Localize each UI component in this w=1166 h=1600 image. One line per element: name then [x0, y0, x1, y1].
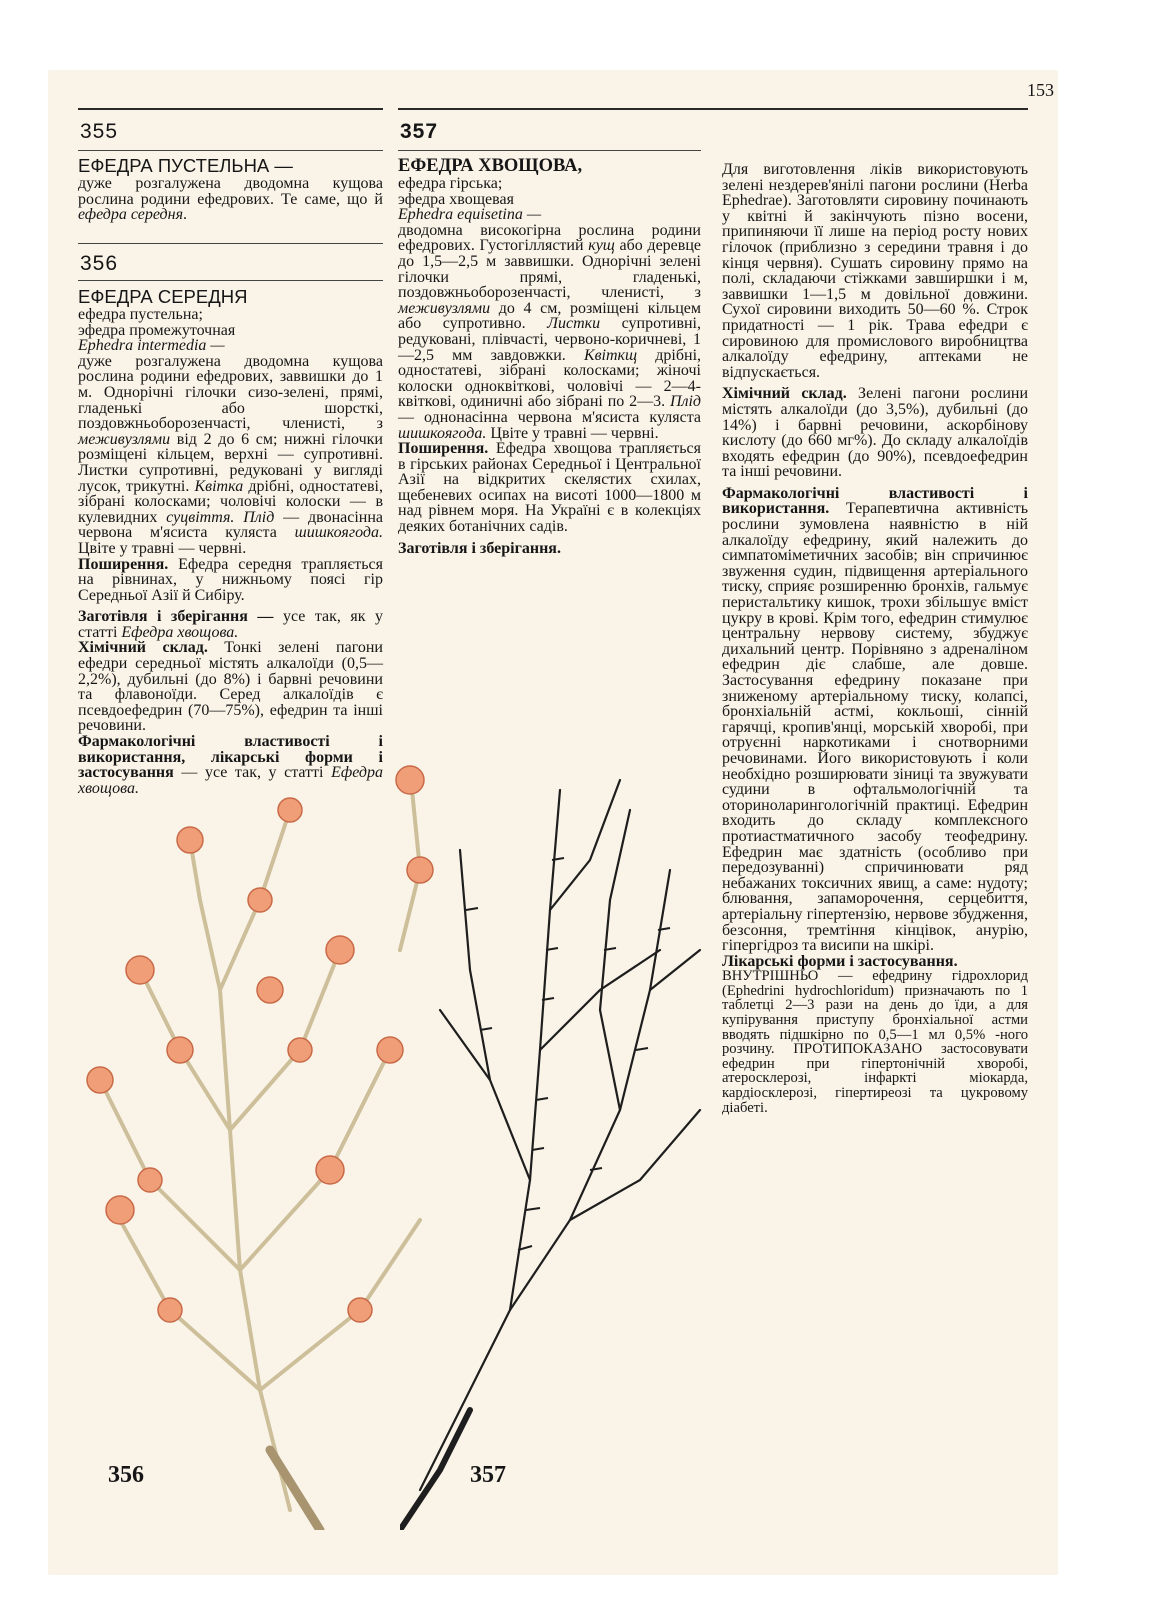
- article-357-synonym-2: эфедра хвощевая: [398, 190, 514, 208]
- article-356-number: 356: [80, 252, 119, 275]
- article-356-synonym-2: эфедра промежуточная: [78, 321, 236, 339]
- article-356-description: дуже розгалужена дводомна кущова рослина родини ефедрових, заввишки до 1 м. Однорічні гілочки сизо-зелені, прямі, гладенькі або шорсткі, поздовжньоборозенчасті, членисті, з меживузлями від 2 до 6 см; нижні гілочки розміщені кільцем, верхні — супротивні. Листки супротивні, редуковані у вигляді лусок, трикутні. Квітка дрібні, одностатеві, зібрані колосками; чоловічі колоски — в кулевидних суцвіття. Плід — двонасінна червона м'ясиста куляста шишкоягода. Цвіте у травні — червні.: [78, 352, 384, 557]
- article-356-latin: Ephedra intermedia —: [78, 337, 225, 355]
- article-357-spread: Поширення. Ефедра хвощова трапляється в гірських районах Середньої і Центральної Азії на відкритих скелястих схилах, щебеневих осипах на висоті 1000—1800 м над рівнем моря. На Україні є в колекціях деяких ботанічних садів.: [398, 440, 701, 536]
- article-357-preparation-start: Заготівля і зберігання.: [398, 539, 561, 557]
- article-356-pharmacology: Фармакологічні властивості і використання, лікарські форми і застосування — усе так, у статті Ефедра хвощова.: [78, 733, 383, 797]
- article-356-title: ЕФЕДРА СЕРЕДНЯ: [78, 286, 248, 307]
- article-357-rule: [398, 150, 701, 151]
- article-357-number: 357: [400, 120, 439, 143]
- ink-stems: [420, 780, 700, 1490]
- article-357-description: дводомна високогірна рослина родини ефедрових. Густогіллястий кущ або деревце до 1,5—2,5 м заввишки. Однорічні зелені гілочки прямі, гладенькі, поздовжньоборозенчасті, членисті, з меживузлями до 4 см, розміщені кільцем або супротивно. Листки супротивні, редуковані, плівчасті, червоно-коричневі, 1—2,5 мм завдовжки. Квіткщ дрібні, одностатеві, зібрані колосками; жіночі колоски одноквіткові, чоловічі — 2—4-квіткові, одиничні або зібрані по 2—3. Плід — однонасінна червона м'ясиста куляста шишкоягода. Цвіте у травні — червні.: [398, 221, 702, 442]
- article-357-synonym-1: ефедра гірська;: [398, 175, 503, 192]
- article-356-top-rule: [78, 243, 383, 244]
- article-355: [78, 156, 383, 223]
- article-356-synonym-1: ефедра пустельна;: [78, 306, 203, 323]
- plate-label-356: 356: [108, 1462, 144, 1488]
- article-355-rule: [78, 150, 383, 151]
- article-356-preparation: Заготівля і зберігання — усе так, як у статті Ефедра хвощова.: [78, 608, 384, 641]
- article-357-forms-heading: Лікарські форми і застосування.: [722, 952, 958, 970]
- article-355-body: дуже розгалужена дводомна кущова рослина родини ефедрових. Те саме, що й ефедра середня.: [78, 175, 383, 224]
- article-357-column-1: [398, 156, 701, 556]
- article-357-column-2: [722, 162, 1028, 1115]
- plate-ephedra-equisetina: [400, 750, 720, 1530]
- ink-nodes: [466, 858, 670, 1250]
- article-357-title: ЕФЕДРА ХВОЩОВА,: [398, 156, 583, 176]
- article-357-chemistry: Хімічний склад. Зелені пагони рослини містять алкалоїди (до 3,5%), дубильні (до 14%) і барвні речовини, аскорбінову кислоту (до 660 мг%). До складу алкалоїдів входять ефедрин (до 90%), псевдоефедрин та інші речовини.: [722, 385, 1028, 481]
- plate-label-357: 357: [470, 1462, 506, 1488]
- article-357-preparation: Для виготовлення ліків використовують зелені нездерев'янілі пагони рослини (Herba Ephedrae). Заготовляти сировину починають у квітні й закінчують пізно восени, припиняючи її лише на період росту нових гілочок (приблизно з середини травня і до кінця червня). Сушать сировину прямо на полі, складаючи стіжками завширшки і м, заввишки 1—1,5 м довільної довжини. Сухої сировини виходить 50—60 %. Строк придатності — 1 рік. Трава ефедри є сировиною для промислового виробництва алкалоїду ефедрину, аптеками не відпускається.: [722, 161, 1028, 381]
- stem-base: [270, 1450, 320, 1530]
- article-356: [78, 287, 383, 796]
- top-rule-right: [398, 108, 1028, 110]
- article-355-title: ЕФЕДРА ПУСТЕЛЬНА —: [78, 155, 293, 176]
- article-356-spread: Поширення. Ефедра середня трапляється на рівнинах, у нижньому поясі гір Середньої Азії й Сибіру.: [78, 555, 384, 604]
- article-355-number: 355: [80, 120, 119, 143]
- top-rule-left: [78, 108, 383, 110]
- article-357-pharmacology: Фармакологічні властивості і використання. Терапевтична активність рослини зумовлена наявністю в ній алкалоїду ефедрину, який належить до симпатоміметичних засобів; він спричинює звуження судин, підвищення артеріального тиску, сприяє розширенню бронхів, гальмує перистальтику кишок, трохи збільшує вміст цукру в крові. Крім того, ефедрин стимулює центральну нервову систему, збуджує дихальний центр. Порівняно з адреналіном ефедрин діє слабше, але довше. Застосування ефедрину показане при зниженому артеріальному тиску, колапсі, бронхіальній астмі, кокльоші, сінній гарячці, кропив'янці, морській хворобі, при отруєнні наркотиками і снотворними речовинами. Його використовують і коли необхідно розширювати зіниці та звужувати судини в офтальмологічній та оториноларингологічній практиці. Ефедрин входить до складу комплексного протиастматичного засобу теофедрину. Ефедрин має здатність (особливо при передозуванні) спричинювати ряд небажаних токсичних явищ, а саме: нудоту; блювання, запаморочення, серцебиття, артеріальну гіпертензію, нервове збудження, безсоння, тремтіння кінцівок, анурію, гіпергідроз та висипи на шкірі.: [722, 484, 1028, 955]
- article-357-forms: ВНУТРІШНЬО — ефедрину гідрохлорид (Ephedrini hydrochloridum) призначають по 1 таблетці 2—3 рази на день до їди, а для купірування приступу бронхіальної астми вводять підшкірно по 0,5—1 мл 0,5% -ного розчину. ПРОТИПОКАЗАНО застосовувати ефедрин при гіпертонічній хворобі, атеросклерозі, інфаркті міокарда, кардіосклерозі, гіпертиреозі та цукровому діабеті.: [722, 968, 1029, 1116]
- ink-stem-base: [400, 1410, 470, 1530]
- stems: [100, 770, 420, 1510]
- article-356-rule: [78, 280, 383, 281]
- cones: [87, 766, 433, 1322]
- article-357-latin: Ephedra equisetina —: [398, 206, 542, 224]
- article-356-chemistry: Хімічний склад. Тонкі зелені пагони ефедри середньої містять алкалоїди (0,5—2,2%), дубильні (до 8%) і барвні речовини та флавоноїди. Серед алкалоїдів є псевдоефедрин (70—75%), ефедрин та інші речовини.: [78, 639, 383, 735]
- page-number: 153: [1027, 80, 1054, 100]
